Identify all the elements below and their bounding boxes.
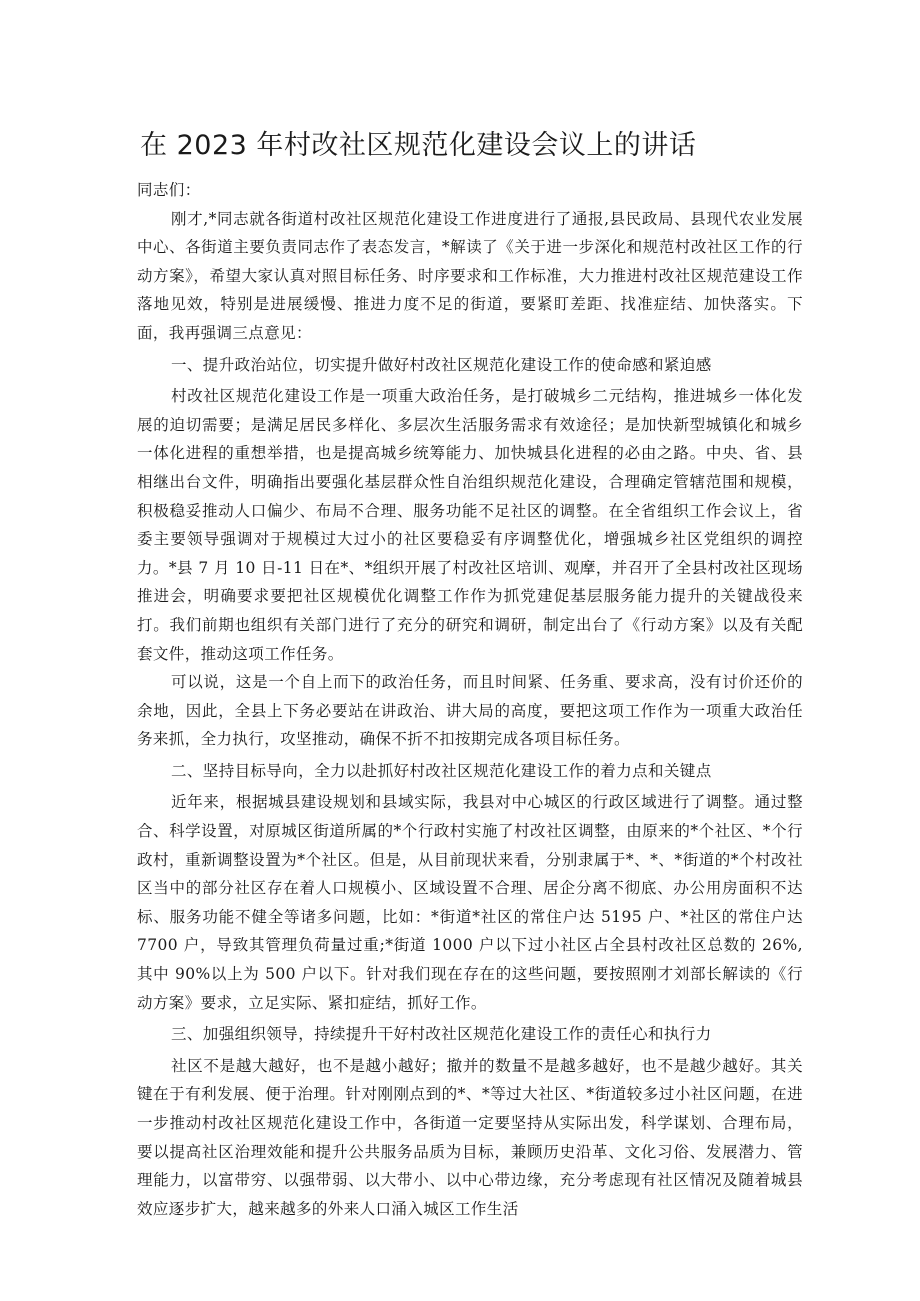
paragraph-section-3: 社区不是越大越好，也不是越小越好；撤并的数量不是越多越好，也不是越少越好。其关键在于有利发展、便于治理。针对刚刚点到的*、*等过大社区、*街道较多过小社区问题，在进一步推动村改社区规范化建设工作中，各街道一定要坚持从实际出发，科学谋划、合理布局，要以提高社区治理效能和提升公共服务品质为目标，兼顾历史沿革、文化习俗、发展潜力、管理能力，以富带穷、以强带弱、以大带小、以中心带边缘，充分考虑现有社区情况及随着城县效应逐步扩大，越来越多的外来人口涌入城区工作生活 [137,1056,803,1218]
document-title: 在 2023 年村改社区规范化建设会议上的讲话 [140,130,697,161]
section-heading-1: 一、提升政治站位，切实提升做好村改社区规范化建设工作的使命感和紧迫感 [171,355,712,374]
section-heading-2: 二、坚持目标导向，全力以赴抓好村改社区规范化建设工作的着力点和关键点 [171,761,712,780]
paragraph-section-1-b: 可以说，这是一个自上而下的政治任务，而且时间紧、任务重、要求高，没有讨价还价的余地，因此，全县上下务必要站在讲政治、讲大局的高度，要把这项工作作为一项重大政治任务来抓，全力执行，攻坚推动，确保不折不扣按期完成各项目标任务。 [137,673,803,749]
document-body [137,176,803,1223]
salutation: 同志们： [137,181,201,199]
section-heading-3: 三、加强组织领导，持续提升干好村改社区规范化建设工作的责任心和执行力 [171,1025,712,1044]
paragraph-section-1-a: 村改社区规范化建设工作是一项重大政治任务，是打破城乡二元结构，推进城乡一体化发展的迫切需要；是满足居民多样化、多层次生活服务需求有效途径；是加快新型城镇化和城乡一体化进程的重想举措，也是提高城乡统筹能力、加快城县化进程的必由之路。中央、省、县相继出台文件，明确指出要强化基层群众性自治组织规范化建设，合理确定管辖范围和规模，积极稳妥推动人口偏少、布局不合理、服务功能不足社区的调整。在全省组织工作会议上，省委主要领导强调对于规模过大过小的社区要稳妥有序调整优化，增强城乡社区党组织的调控力。*县 7 月 10 日-11 日在*、*组织开展了村改社区培训、观摩，并召开了全县村改社区现场推进会，明确要求要把社区规模优化调整工作作为抓党建促基层服务能力提升的关键战役来打。我们前期也组织有关部门进行了充分的研究和调研，制定出台了《行动方案》以及有关配套文件，推动这项工作任务。 [137,387,803,663]
paragraph-section-2: 近年来，根据城县建设规划和县域实际，我县对中心城区的行政区域进行了调整。通过整合、科学设置，对原城区街道所属的*个行政村实施了村改社区调整，由原来的*个社区、*个行政村，重新调整设置为*个社区。但是，从目前现状来看，分别隶属于*、*、*街道的*个村改社区当中的部分社区存在着人口规模小、区域设置不合理、居企分离不彻底、办公用房面积不达标、服务功能不健全等诸多问题，比如：*街道*社区的常住户达 5195 户、*社区的常住户达 7700 户，导致其管理负荷量过重;*街道 1000 户以下过小社区占全县村改社区总数的 26%,其中 90%以上为 500 户以下。针对我们现在存在的这些问题，要按照刚才刘部长解读的《行动方案》要求，立足实际、紧扣症结，抓好工作。 [137,793,803,1012]
paragraph-opening: 刚才,*同志就各街道村改社区规范化建设工作进度进行了通报,县民政局、县现代农业发展中心、各街道主要负责同志作了表态发言，*解读了《关于进一步深化和规范村改社区工作的行动方案》，希望大家认真对照目标任务、时序要求和工作标准，大力推进村改社区规范建设工作落地见效，特别是进展缓慢、推进力度不足的街道，要紧盯差距、找准症结、加快落实。下面，我再强调三点意见： [137,209,803,342]
